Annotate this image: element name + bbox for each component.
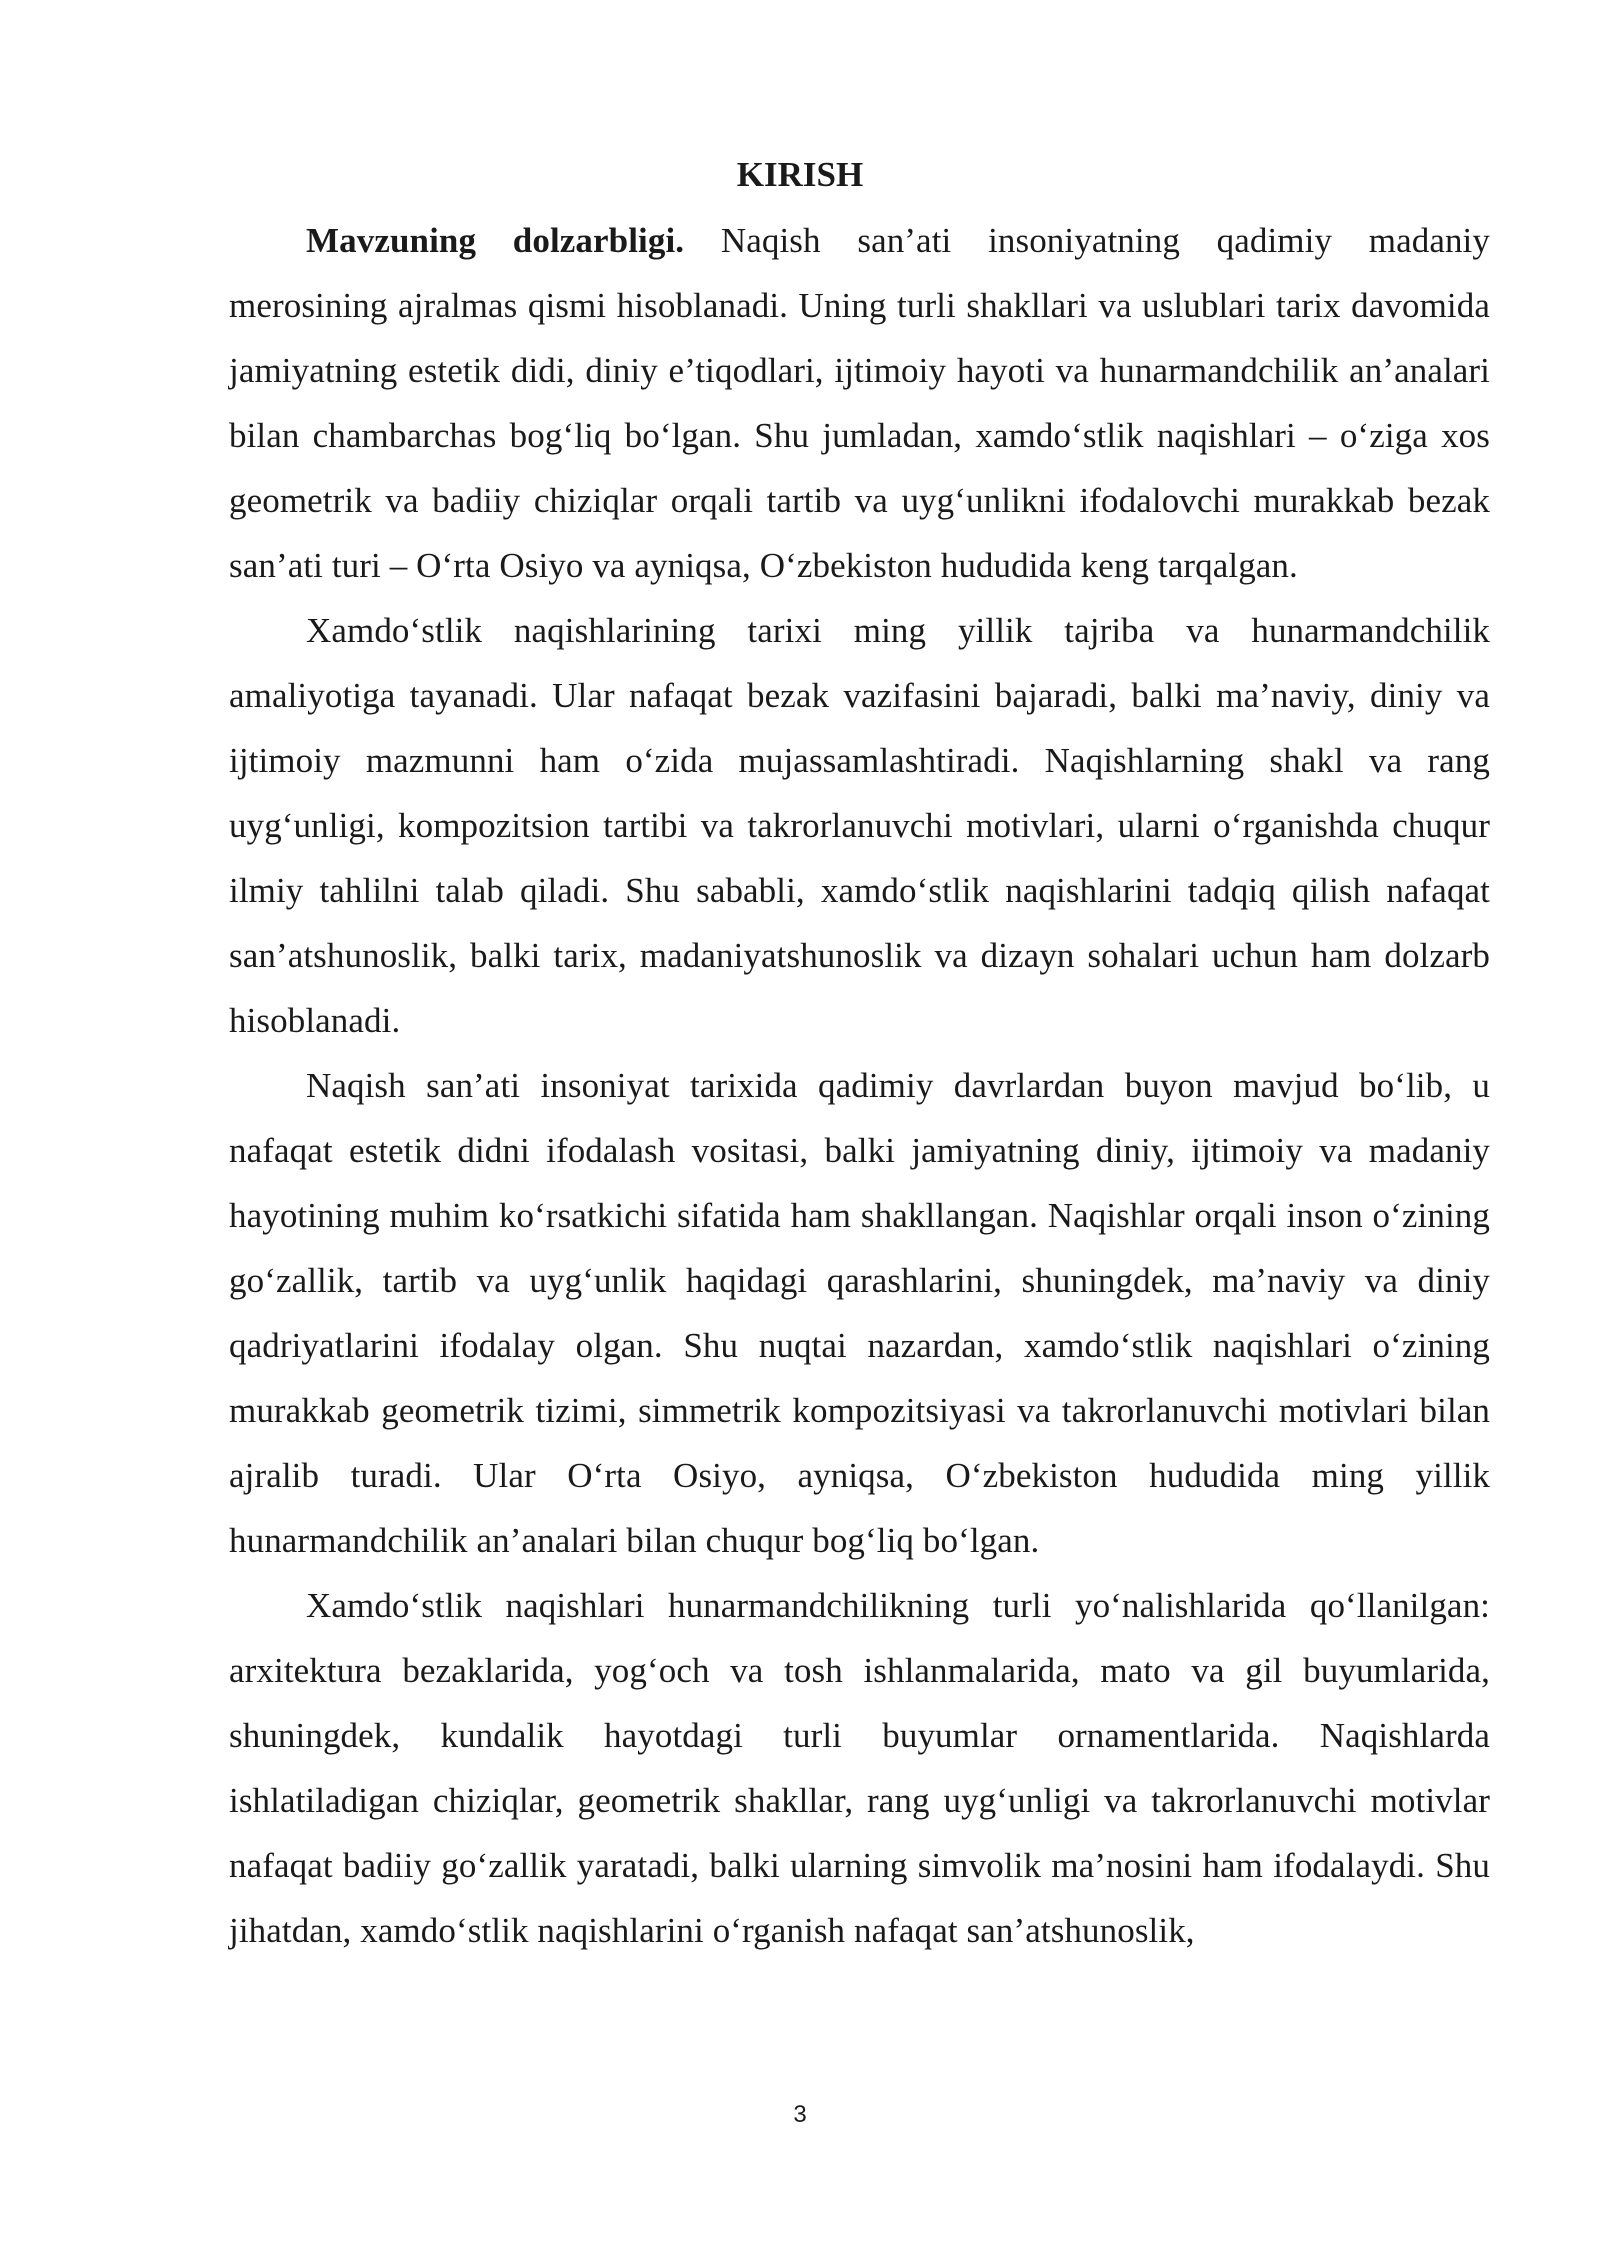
body-text (229, 208, 1490, 1963)
page-title: KIRISH (736, 155, 864, 194)
paragraph-text: Naqish san’ati insoniyatning qadimiy madaniy merosining ajralmas qismi hisoblanadi. Uning turli shakllari va uslublari tarix davomida jamiyatning estetik didi, diniy e’tiqodlari, ijtimoiy hayoti va hunarmandchilik an’analari bilan chambarchas bog‘liq bo‘lgan. Shu jumladan, xamdo‘stlik naqishlari – o‘ziga xos geometrik va badiiy chiziqlar orqali tartib va uyg‘unlikni ifodalovchi murakkab bezak san’ati turi – O‘rta Osiyo va ayniqsa, O‘zbekiston hududida keng tarqalgan. (229, 221, 1490, 585)
paragraph: Xamdo‘stlik naqishlari hunarmandchilikning turli yo‘nalishlarida qo‘llanilgan: arxitektura bezaklarida, yog‘och va tosh ishlanmalarida, mato va gil buyumlarida, shuningdek, kundalik hayotdagi turli buyumlar ornamentlarida. Naqishlarda ishlatiladigan chiziqlar, geometrik shakllar, rang uyg‘unligi va takrorlanuvchi motivlar nafaqat badiiy go‘zallik yaratadi, balki ularning simvolik ma’nosini ham ifodalaydi. Shu jihatdan, xamdo‘stlik naqishlarini o‘rganish nafaqat san’atshunoslik, (229, 1586, 1490, 1950)
page-number: 3 (793, 2101, 807, 2128)
paragraph-lead: Mavzuning dolzarbligi. (306, 221, 685, 260)
paragraph-relevance (229, 208, 1490, 598)
paragraph: Naqish san’ati insoniyat tarixida qadimiy davrlardan buyon mavjud bo‘lib, u nafaqat estetik didni ifodalash vositasi, balki jamiyatning diniy, ijtimoiy va madaniy hayotining muhim ko‘rsatkichi sifatida ham shakllangan. Naqishlar orqali inson o‘zining go‘zallik, tartib va uyg‘unlik haqidagi qarashlarini, shuningdek, ma’naviy va diniy qadriyatlarini ifodalay olgan. Shu nuqtai nazardan, xamdo‘stlik naqishlari o‘zining murakkab geometrik tizimi, simmetrik kompozitsiyasi va takrorlanuvchi motivlari bilan ajralib turadi. Ular O‘rta Osiyo, ayniqsa, O‘zbekiston hududida ming yillik hunarmandchilik an’analari bilan chuqur bog‘liq bo‘lgan. (229, 1066, 1490, 1560)
paragraph: Xamdo‘stlik naqishlarining tarixi ming yillik tajriba va hunarmandchilik amaliyotiga tayanadi. Ular nafaqat bezak vazifasini bajaradi, balki ma’naviy, diniy va ijtimoiy mazmunni ham o‘zida mujassamlashtiradi. Naqishlarning shakl va rang uyg‘unligi, kompozitsion tartibi va takrorlanuvchi motivlari, ularni o‘rganishda chuqur ilmiy tahlilni talab qiladi. Shu sababli, xamdo‘stlik naqishlarini tadqiq qilish nafaqat san’atshunoslik, balki tarix, madaniyatshunoslik va dizayn sohalari uchun ham dolzarb hisoblanadi. (229, 611, 1490, 1040)
